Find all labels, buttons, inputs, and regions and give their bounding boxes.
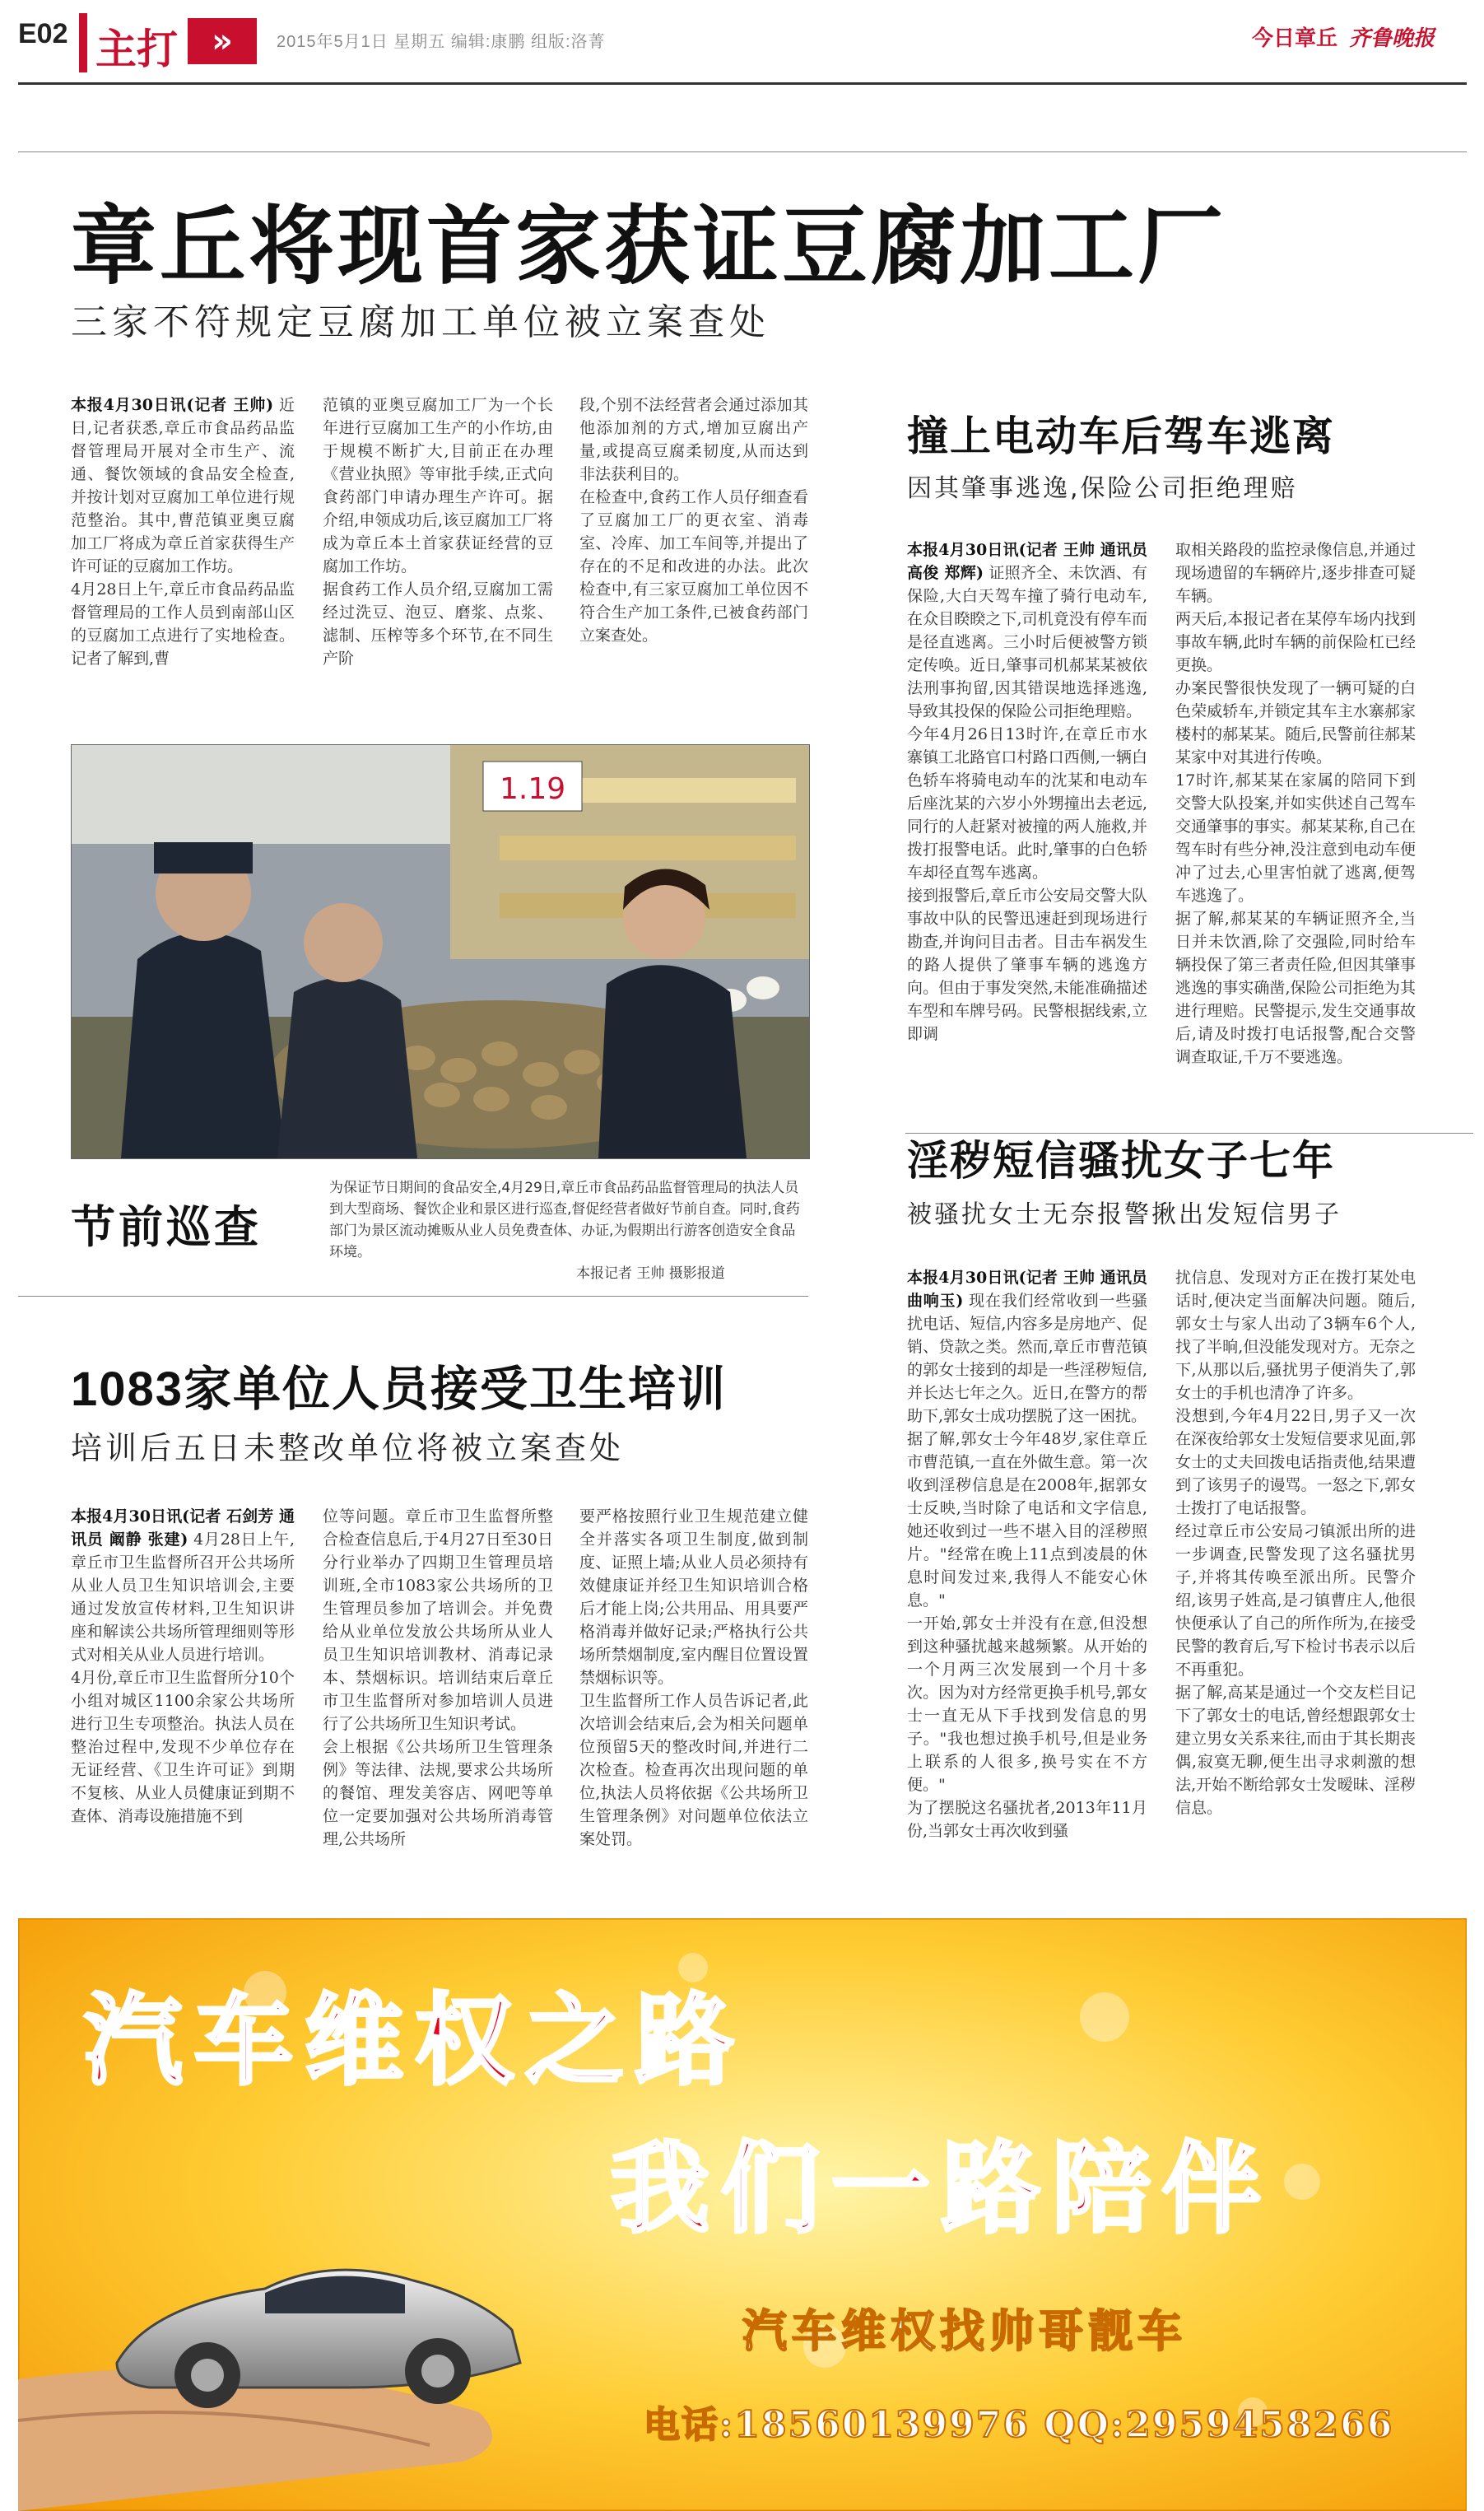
issue-meta: 2015年5月1日 星期五 编辑:康鹏 组版:洛菁 [277,33,606,51]
lead-headline: 章丘将现首家获证豆腐加工厂 [71,196,1227,296]
story2-headline: 1083家单位人员接受卫生培训 [71,1363,728,1416]
divider [18,151,1467,152]
photo-credit: 本报记者 王帅 摄影报道 [576,1265,725,1282]
story4-byline: 本报4月30日讯(记者 王帅 通讯员 曲响玉) [907,1269,1147,1310]
header-rule [18,82,1467,85]
lead-column-1 [71,394,295,690]
lead-subhead: 三家不符规定豆腐加工单位被立案查处 [71,301,770,343]
photo-illustration [72,745,809,1158]
section-marker [79,13,87,72]
lead-column-2: 范镇的亚奥豆腐加工厂为一个长年进行豆腐加工生产的小作坊,由于规模不断扩大,目前正在办理《营业执照》等审批手续,正式向食药部门申请办理生产许可。据介绍,申领成功后,该豆腐加工厂将成为章丘本土首家获证经营的豆腐加工作坊。 据食药工作人员介绍,豆腐加工需经过洗豆、泡豆、磨浆、点浆、滤制、压榨等多个环节,在不同生产阶 [323,396,553,668]
edition-label: 今日章丘 [1251,26,1337,51]
story2-column-3: 要严格按照行业卫生规范建立健全并落实各项卫生制度,做到制度、证照上墙;从业人员必须持有效健康证并经卫生知识培训合格后才能上岗;公共用品、用具要严格消毒并做好记录;严格执行公共场所禁烟制度,室内醒目位置设置禁烟标识等。 卫生监督所工作人员告诉记者,此次培训会结束后,会为相关问题单位预留5天的整改时间,并进行二次检查。检查再次出现问题的单位,执法人员将依据《公共场所卫生管理条例》对问题单位依法立案处罚。 [579,1507,808,1848]
inspection-photo [71,744,810,1159]
ad-slogan-1: 汽车维权之路 [84,1982,746,2099]
story2-subhead: 培训后五日未整改单位将被立案查处 [71,1430,625,1466]
divider [18,1296,808,1297]
story3-column-2: 取相关路段的监控录像信息,并通过现场遗留的车辆碎片,逐步排查可疑车辆。 两天后,本报记者在某停车场内找到事故车辆,此时车辆的前保险杠已经更换。 办案民警很快发现了一辆可疑的白色荣威轿车,并锁定其车主水寨郝家楼村的郝某某。随后,民警前往郝某某家中对其进行传唤。 17时许,郝某某在家属的陪同下到交警大队投案,并如实供述自己驾车交通肇事的事实。郝某某称,自己在驾车时有些分神,没注意到电动车便冲了过去,心里害怕就了逃离,便驾车逃逸了。 据了解,郝某某的车辆证照齐全,当日并未饮酒,除了交强险,同时给车辆投保了第三者责任险,但因其肇事逃逸的事实确凿,保险公司拒绝为其进行理赔。民警提示,发生交通事故后,请及时拨打电话报警,配合交警调查取证,千万不要逃逸。 [1175,541,1416,1066]
story2-column-2: 位等问题。章丘市卫生监督所整合检查信息后,于4月27日至30日分行业举办了四期卫生管理员培训班,全市1083家公共场所的卫生管理员参加了培训会。并免费给从业单位发放公共场所从业人员卫生知识培训教材、消毒记录本、禁烟标识。培训结束后章丘市卫生监督所对参加培训人员进行了公共场所卫生知识考试。 会上根据《公共场所卫生管理条例》等法律、法规,要求公共场所的餐馆、理发美容店、网吧等单位一定要加强对公共场所消毒管理,公共场所 [323,1507,553,1848]
ad-banner [18,1918,1467,2511]
masthead-right [1252,21,1435,52]
brand-logo: 齐鲁晚报 [1348,26,1435,51]
double-chevron-icon: » [188,18,257,64]
story3-headline: 撞上电动车后驾车逃离 [907,412,1335,460]
ad-tagline: 汽车维权找帅哥靓车 [742,2304,1187,2357]
lead-column-3: 段,个别不法经营者会通过添加其他添加剂的方式,增加豆腐出产量,或提高豆腐柔韧度,从而达到非法获利目的。 在检查中,食药工作人员仔细查看了豆腐加工厂的更衣室、消毒室、冷库、加工车间等,并提出了存在的不足和改进的办法。此次检查中,有三家豆腐加工单位因不符合生产加工条件,已被食药部门立案查处。 [579,396,808,645]
section-title: 主打 [95,26,178,73]
ad-contact: 电话:18560139976 QQ:2959458266 [644,2404,1394,2446]
page-number: E02 [18,18,68,49]
photo-caption-text: 为保证节日期间的食品安全,4月29日,章丘市食品药品监督管理局的执法人员到大型商场、餐饮企业和景区进行巡查,督促经营者做好节前自查。同时,食药部门为景区流动摊贩从业人员免费查体、办证,为假期出行游客创造安全食品环境。 [329,1180,800,1260]
story4-column-2: 扰信息、发现对方正在拨打某处电话时,便决定当面解决问题。随后,郭女士与家人出动了3辆车6个人,找了半晌,但没能发现对方。无奈之下,从那以后,骚扰男子便消失了,郭女士的手机也清净了许多。 没想到,今年4月22日,男子又一次在深夜给郭女士发短信要求见面,郭女士的丈夫回拨电话指责他,结果遭到了该男子的谩骂。一怒之下,郭女士拨打了电话报警。 经过章丘市公安局刁镇派出所的进一步调查,民警发现了这名骚扰男子,并将其传唤至派出所。民警介绍,该男子姓高,是刁镇曹庄人,他很快便承认了自己的所作所为,在接受民警的教育后,写下检讨书表示以后不再重犯。 据了解,高某是通过一个交友栏目记下了郭女士的电话,曾经想跟郭女士建立男女关系来往,而由于其长期丧偶,寂寞无聊,便生出寻求刺激的想法,开始不断给郭女士发暧昧、淫秽信息。 [1175,1269,1416,1817]
story4-col1-text: 现在我们经常收到一些骚扰电话、短信,内容多是房地产、促销、贷款之类。然而,章丘市曹范镇的郭女士接到的却是一些淫秽短信,并长达七年之久。近日,在警方的帮助下,郭女士成功摆脱了这一困扰。 据了解,郭女士今年48岁,家住章丘市曹范镇,一直在外做生意。第一次收到淫秽信息是在2008年,据郭女士反映,当时除了电话和文字信息,她还收到过一些不堪入目的淫秽照片。"经常在晚上11点到凌晨的休息时间发过来,我得人不能安心休息。" 一开始,郭女士并没有在意,但没想到这种骚扰越来越频繁。从开始的一个月两三次发展到一个月十多次。因为对方经常更换手机号,郭女士一直无从下手找到发信息的男子。"我也想过换手机号,但是业务上联系的人很多,换号实在不方便。" 为了摆脱这名骚扰者,2013年11月份,当郭女士再次收到骚 [907,1292,1147,1840]
story3-subhead: 因其肇事逃逸,保险公司拒绝理赔 [907,474,1298,503]
story3-col1-text: 证照齐全、未饮酒、有保险,大白天驾车撞了骑行电动车,在众目睽睽之下,司机竟没有停车而是径直逃离。三小时后便被警方锁定传唤。近日,肇事司机郝某某被依法刑事拘留,因其错误地选择逃逸,导致其投保的保险公司拒绝理赔。 今年4月26日13时许,在章丘市水寨镇工北路官口村路口西侧,一辆白色轿车将骑电动车的沈某和电动车后座沈某的六岁小外甥撞出去老远,同行的人赶紧对被撞的两人施救,并拨打报警电话。此时,肇事的白色轿车却径直驾车逃离。 接到报警后,章丘市公安局交警大队事故中队的民警迅速赶到现场进行勘查,并询问目击者。目击车祸发生的路人提供了肇事车辆的逃逸方向。但由于事发突然,未能准确描述车型和车牌号码。民警根据线索,立即调 [907,564,1147,1043]
price-tag: 1.19 [500,772,566,806]
story4-subhead: 被骚扰女士无奈报警揪出发短信男子 [907,1200,1342,1229]
ad-slogan-2: 我们一路陪伴 [611,2131,1272,2247]
story2-column-1 [71,1505,295,1884]
lead-byline: 本报4月30日讯(记者 王帅) [71,396,274,414]
story4-headline: 淫秽短信骚扰女子七年 [907,1137,1335,1185]
photo-caption-title: 节前巡查 [71,1201,262,1253]
story4-column-1 [907,1266,1147,1885]
lead-col1-text: 近日,记者获悉,章丘市食品药品监督管理局开展对全市生产、流通、餐饮领域的食品安全检查,并按计划对豆腐加工单位进行规范整治。其中,曹范镇亚奥豆腐加工厂将成为章丘首家获得生产许可证的豆腐加工作坊。 4月28日上午,章丘市食品药品监督管理局的工作人员到南部山区的豆腐加工点进行了实地检查。记者了解到,曹 [71,396,295,668]
car-rights-advertisement [18,1918,1467,2511]
story3-column-1 [907,538,1147,1128]
story2-byline: 本报4月30日讯(记者 石剑芳 通讯员 阚静 张建) [71,1507,295,1549]
story2-col1-text: 4月28日上午,章丘市卫生监督所召开公共场所从业人员卫生知识培训会,主要通过发放宣传材料,卫生知识讲座和解读公共场所管理细则等形式对相关从业人员进行培训。 4月份,章丘市卫生监督所分10个小组对城区1100余家公共场所进行卫生专项整治。执法人员在整治过程中,发现不少单位存在无证经营、《卫生许可证》到期不复核、从业人员健康证到期不查体、消毒设施措施不到 [71,1530,295,1825]
story3-byline: 本报4月30日讯(记者 王帅 通讯员 高俊 郑辉) [907,541,1147,582]
